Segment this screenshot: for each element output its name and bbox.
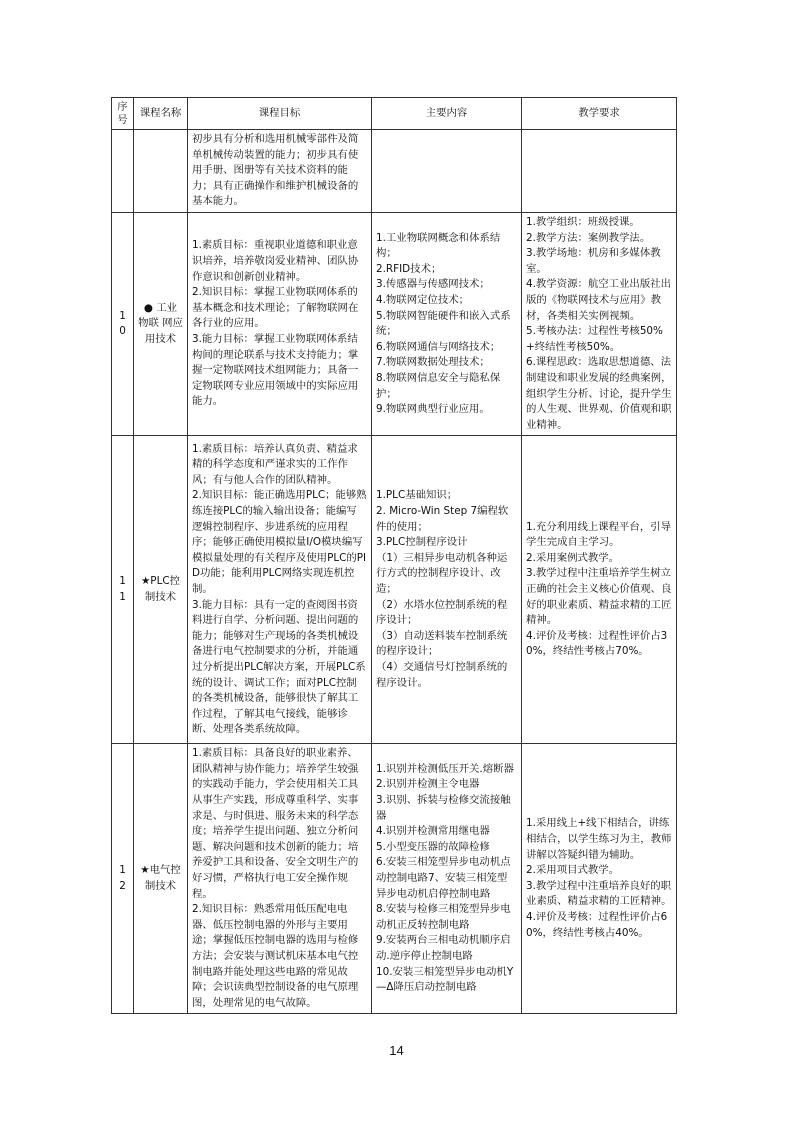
header-row xyxy=(112,98,677,130)
course-goal-line: 3.能力目标：具有一定的查阅图书资料进行自学、分析问题、提出问题的能力；能够对生产现场的各类机械设备进行电气控制要求的分析，并能通过分析提出PLC解决方案，开展PLC系统的设计、调试工作；面对PLC控制的各类机械设备，能够很快了解其工作过程，了解其电气接线，能够诊断、处理各类系统故障。 xyxy=(192,598,366,736)
teaching-requirement-line: 1.教学组织：班级授课。 xyxy=(526,215,640,228)
course-table xyxy=(111,97,677,1014)
course-name-text: ★PLC控制技术 xyxy=(140,575,180,603)
course-goal-line: 初步具有分析和选用机械零部件及简单机械传动装置的能力；初步具有使用手册、图册等有关技术资料的能力；具有正确操作和维护机械设备的基本能力。 xyxy=(192,133,359,208)
table-row xyxy=(112,130,677,213)
main-content-line: （4）交通信号灯控制系统的程序设计。 xyxy=(376,660,508,689)
course-goal-line: 2.知识目标：掌握工业物联网体系的基本概念和技术理论；了解物联网在各行业的应用。 xyxy=(192,286,359,330)
main-content xyxy=(372,436,522,744)
course-goal-line: 1.素质目标：培养认真负责、精益求精的科学态度和严谨求实的工作作风；有与他人合作的团队精神。 xyxy=(192,442,358,486)
main-content-line: 7.物联网数据处理技术； xyxy=(376,356,490,369)
teaching-requirement-line: 2.采用项目式教学。 xyxy=(526,864,620,877)
main-content-line: 8.物联网信息安全与隐私保护； xyxy=(376,371,501,400)
main-content-line: 5.物联网智能硬件和嵌入式系统； xyxy=(376,309,511,338)
main-content-line: 10.安装三相笼型异步电动机Y—Δ降压启动控制电路 xyxy=(376,965,514,994)
main-content-line: 3.传感器与传感网技术； xyxy=(376,278,490,291)
teaching-requirement xyxy=(522,436,677,744)
main-content-line: 3.识别、拆装与检修交流接触器 xyxy=(376,794,511,822)
main-content-line: 2.RFID技术； xyxy=(376,262,442,275)
main-content xyxy=(372,212,522,435)
main-content-line: 2. Micro-Win Step 7编程软件的使用； xyxy=(376,505,509,533)
course-name-text: ★电气控制技术 xyxy=(140,864,181,892)
row-number xyxy=(112,130,134,213)
main-content-line: 8.安装与检修三相笼型异步电动机正反转控制电路 xyxy=(376,903,511,931)
header-goal: 课程目标 xyxy=(188,98,372,130)
teaching-requirement-line: 5.考核办法：过程性考核50%+终结性考核50%。 xyxy=(526,325,663,353)
page-number: 14 xyxy=(389,1043,404,1058)
main-content xyxy=(372,130,522,213)
row-number xyxy=(112,436,134,744)
header-req: 教学要求 xyxy=(522,98,677,130)
main-content-line: 1.识别并检测低压开关.熔断器 xyxy=(376,762,514,775)
main-content-line: 5.小型变压器的故障检修 xyxy=(376,840,490,853)
main-content-line: （3）自动送料装车控制系统的程序设计； xyxy=(376,629,508,658)
teaching-requirement-line: 4.教学资源：航空工业出版社出版的《物联网技术与应用》教材，各类相关实例视频。 xyxy=(526,278,671,322)
teaching-requirement xyxy=(522,212,677,435)
header-content: 主要内容 xyxy=(372,98,522,130)
course-goal-line: 1.素质目标：重视职业道德和职业意识培养，培养敬岗爱业精神、团队协作意识和创新创业精神。 xyxy=(192,239,359,283)
main-content-line: 1.PLC基础知识； xyxy=(376,489,458,502)
teaching-requirement xyxy=(522,130,677,213)
teaching-requirement-line: 4.评价及考核：过程性评价占30%，终结性考核占70%。 xyxy=(526,629,668,658)
main-content-line: 2.识别并检测主令电器 xyxy=(376,778,480,791)
main-content-line: （2）水塔水位控制系统的程序设计； xyxy=(376,598,508,627)
main-content-line: 9.安装两台三相电动机顺序启动.逆序停止控制电路 xyxy=(376,934,511,962)
teaching-requirement-line: 3.教学过程中注重培养良好的职业素质、精益求精的工匠精神。 xyxy=(526,879,672,908)
table-row xyxy=(112,436,677,744)
main-content-line: 3.PLC控制程序设计 xyxy=(376,536,468,549)
teaching-requirement-line: 6.课程思政：选取思想道德、法制建设和职业发展的经典案例，组织学生分析、讨论，提升学生的人生观、世界观、价值观和职业精神。 xyxy=(526,356,672,431)
teaching-requirement-line: 3.教学场地：机房和多媒体教室。 xyxy=(526,247,661,275)
header-num: 序号 xyxy=(112,98,134,130)
course-goal xyxy=(188,436,372,744)
main-content-line: 6.物联网通信与网络技术； xyxy=(376,340,501,353)
course-goal-line: 1.素质目标：具备良好的职业素养、团队精神与协作能力；培养学生较强的实践动手能力，学会使用相关工具从事生产实践，形成尊重科学、实事求是、与时俱进、服务未来的科学态度；培养学生提出问题、独立分析问题、解决问题和技术创新的能力；培养爱护工具和设备、安全文明生产的好习惯，严格执行电工安全操作规程。 xyxy=(192,747,359,900)
teaching-requirement-line: 2.采用案例式教学。 xyxy=(526,551,620,564)
header-name: 课程名称 xyxy=(134,98,188,130)
teaching-requirement-line: 4.评价及考核：过程性评价占60%，终结性考核占40%。 xyxy=(526,911,668,939)
main-content xyxy=(372,744,522,1014)
course-goal xyxy=(188,130,372,213)
course-goal xyxy=(188,212,372,435)
main-content-line: 4.物联网定位技术； xyxy=(376,293,470,306)
main-content-line: 1.工业物联网概念和体系结构； xyxy=(376,231,501,260)
teaching-requirement xyxy=(522,744,677,1014)
course-name-text: ● 工业 物联 网应 用技术 xyxy=(138,301,183,345)
row-number-text: 11 xyxy=(119,575,126,603)
teaching-requirement-line: 1.充分利用线上课程平台，引导学生完成自主学习。 xyxy=(526,520,671,549)
course-name xyxy=(134,212,188,435)
row-number-text: 12 xyxy=(119,864,126,892)
main-content-line: 4.识别并检测常用继电器 xyxy=(376,825,490,838)
row-number xyxy=(112,744,134,1014)
course-goal-line: 2.知识目标：能正确选用PLC；能够熟练连接PLC的输入输出设备；能编写逻辑控制程序、步进系统的应用程序；能够正确使用模拟量I/O模块编写模拟量处理的有关程序及使用PLC的PID功能；能利用PLC网络实现连机控制。 xyxy=(192,489,367,595)
row-number xyxy=(112,212,134,435)
main-content-line: 9.物联网典型行业应用。 xyxy=(376,403,490,416)
main-content-line: （1）三相异步电动机各种运行方式的控制程序设计、改造； xyxy=(376,551,508,595)
course-name xyxy=(134,436,188,744)
course-name xyxy=(134,744,188,1014)
table-row xyxy=(112,212,677,435)
course-goal-line: 3.能力目标：掌握工业物联网体系结构间的理论联系与技术支持能力；掌握一定物联网技术组网能力；具备一定物联网专业应用领域中的实际应用能力。 xyxy=(192,332,359,408)
course-goal xyxy=(188,744,372,1014)
row-number-text: 10 xyxy=(119,309,126,338)
table-row xyxy=(112,744,677,1014)
teaching-requirement-line: 3.教学过程中注重培养学生树立正确的社会主义核心价值观、良好的职业素质、精益求精的工匠精神。 xyxy=(526,567,672,627)
teaching-requirement-line: 1.采用线上+线下相结合，讲练相结合，以学生练习为主，教师讲解以答疑纠错为辅助。 xyxy=(526,817,672,861)
main-content-line: 6.安装三相笼型异步电动机点动控制电路7、安装三相笼型异步电动机启停控制电路 xyxy=(376,856,511,900)
course-name xyxy=(134,130,188,213)
teaching-requirement-line: 2.教学方法：案例教学法。 xyxy=(526,231,651,244)
course-goal-line: 2.知识目标：熟悉常用低压配电电器、低压控制电器的外形与主要用途；掌握低压控制电器的选用与检修方法；会安装与测试机床基本电气控制电路并能处理这些电路的常见故障；会识读典型控制设备的电气原理图，处理常见的电气故障。 xyxy=(192,903,359,1009)
